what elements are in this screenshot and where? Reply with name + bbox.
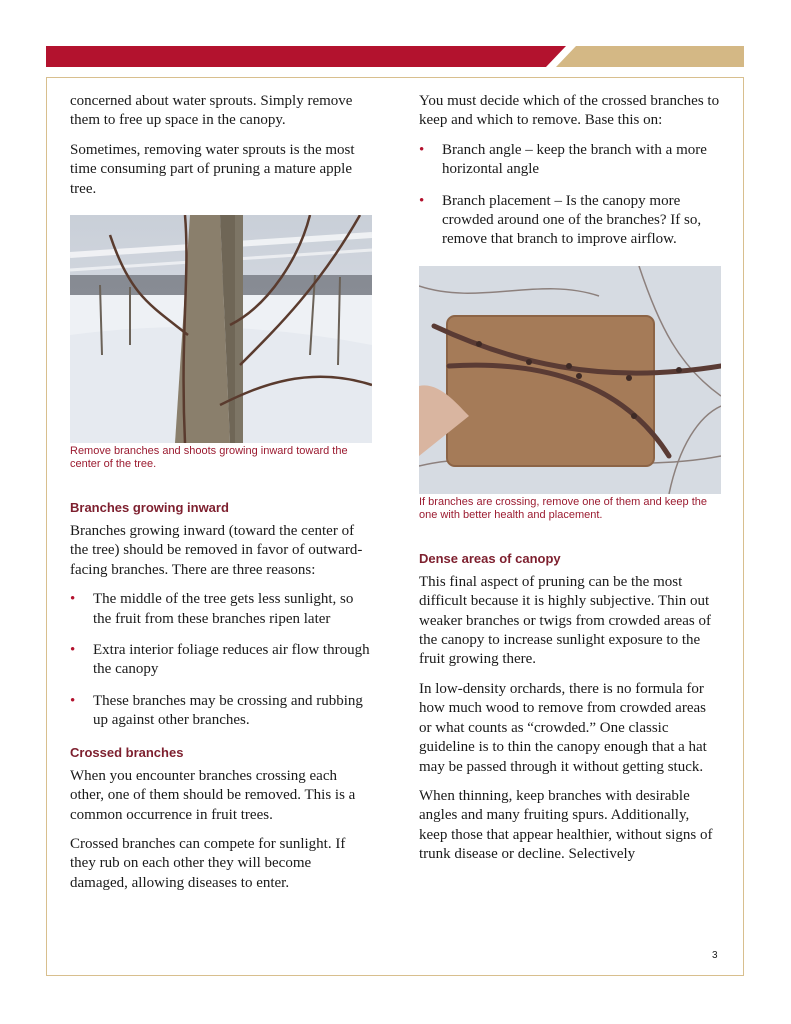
photo-caption: If branches are crossing, remove one of them and keep the one with better health and placement.	[419, 495, 707, 521]
paragraph: Sometimes, removing water sprouts is the most time consuming part of pruning a mature apple tree.	[70, 141, 355, 197]
paragraph: This final aspect of pruning can be the most difficult because it is highly subjective. Thin out weaker branches or twigs from crowded areas of the canopy to increase sunlight exposure to the fruit growing there.	[419, 573, 711, 668]
list-item: • Extra interior foliage reduces air flow through the canopy	[70, 642, 370, 678]
bullet-icon: •	[419, 192, 425, 209]
paragraph: concerned about water sprouts. Simply remove them to free up space in the canopy.	[70, 93, 353, 129]
header-banner	[46, 46, 744, 67]
paragraph: When you encounter branches crossing each other, one of them should be removed. This is a common occurrence in fruit trees.	[70, 767, 356, 823]
list-item: • Branch angle – keep the branch with a more horizontal angle	[419, 141, 707, 178]
paragraph: When thinning, keep branches with desirable angles and many fruiting spurs. Additionally, keep those that appear healthier, without signs of trunk disease or decline. Selectively	[419, 787, 713, 863]
page-number: 3	[712, 950, 718, 961]
photo-caption: Remove branches and shoots growing inward toward the center of the tree.	[70, 445, 348, 471]
list-item: • The middle of the tree gets less sunlight, so the fruit from these branches ripen later	[70, 591, 354, 627]
paragraph: You must decide which of the crossed branches to keep and which to remove. Base this on:	[419, 93, 720, 129]
banner-red-stripe	[46, 46, 566, 67]
section-heading: Crossed branches	[70, 744, 184, 760]
section-heading: Branches growing inward	[70, 500, 229, 516]
photo-crossed-branches-clipboard	[419, 266, 721, 494]
photo-snowy-orchard-trunk	[70, 215, 372, 443]
left-column	[70, 92, 372, 903]
section-heading: Dense areas of canopy	[419, 550, 561, 566]
paragraph: Branches growing inward (toward the center of the tree) should be removed in favor of outward-facing branches. There are three reasons:	[70, 523, 363, 578]
photo-crossed-branches-figure	[419, 266, 721, 522]
paragraph: Crossed branches can compete for sunlight. If they rub on each other they will become damaged, allowing diseases to enter.	[70, 835, 346, 891]
list-item: • These branches may be crossing and rubbing up against other branches.	[70, 692, 363, 729]
bullet-icon: •	[70, 692, 76, 709]
bullet-icon: •	[70, 591, 76, 608]
bullet-icon: •	[70, 642, 76, 659]
photo-inward-branches-figure	[70, 215, 372, 471]
right-column	[419, 92, 721, 875]
list-item: • Branch placement – Is the canopy more crowded around one of the branches? If so, remove that branch to improve airflow.	[419, 192, 702, 248]
reasons-list	[70, 590, 372, 730]
banner-gold-stripe	[556, 46, 744, 67]
criteria-list	[419, 141, 721, 250]
bullet-icon: •	[419, 141, 425, 158]
paragraph: In low-density orchards, there is no formula for how much wood to remove from crowded areas or what counts as “crowded.” One classic guideline is to thin the canopy enough that a hat may be passed through it without getting stuck.	[419, 680, 707, 775]
